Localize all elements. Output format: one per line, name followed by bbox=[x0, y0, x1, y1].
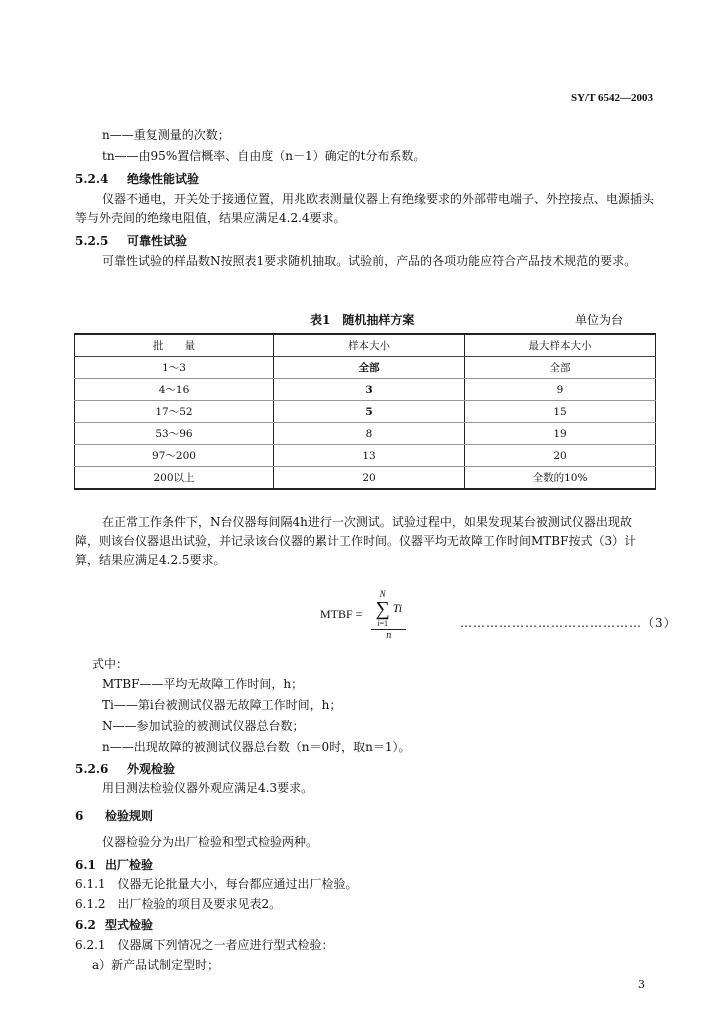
table-row bbox=[75, 401, 656, 423]
table-cell: 全数的10% bbox=[465, 467, 656, 490]
section-6-heading bbox=[75, 807, 153, 824]
table-cell: 15 bbox=[465, 401, 656, 423]
formula-leader: ……………………………………（3） bbox=[460, 616, 677, 630]
table-cell: 9 bbox=[465, 379, 656, 401]
section-5-2-6-paragraph: 用目测法检验仪器外观应满足4.3要求。 bbox=[102, 781, 314, 795]
table-row bbox=[75, 379, 656, 401]
table-cell: 8 bbox=[274, 423, 465, 445]
formula-numerator bbox=[371, 589, 406, 630]
clause-6-1-1: 6.1.1 仪器无论批量大小，每台都应通过出厂检验。 bbox=[75, 877, 358, 891]
header-cell: 最大样本大小 bbox=[465, 334, 656, 357]
mtbf-paragraph: 在正常工作条件下，N台仪器每间隔4h进行一次测试。试验过程中，如果发现某台被测试仪器出现故障，则该台仪器退出试验，并记录该台仪器的累计工作时间。仪器平均无故障工作时间MTBF按式（3）计算，结果应满足4.2.5要求。 bbox=[75, 515, 637, 567]
n-definition: n——重复测量的次数； bbox=[102, 128, 230, 142]
clause-6-2-1-a: a）新产品试制定型时； bbox=[92, 958, 220, 972]
cap-n-definition: N——参加试验的被测试仪器总台数； bbox=[102, 719, 305, 733]
where-label: 式中： bbox=[92, 657, 129, 671]
section-title: 外观检验 bbox=[127, 762, 176, 776]
header-cell: 批 量 bbox=[75, 334, 274, 357]
section-6-1-heading bbox=[75, 856, 153, 873]
clause-6-2-1: 6.2.1 仪器属下列情况之一者应进行型式检验： bbox=[75, 938, 334, 952]
header-cell: 样本大小 bbox=[274, 334, 465, 357]
table-cell: 19 bbox=[465, 423, 656, 445]
section-number: 6.2 bbox=[75, 918, 96, 932]
table-header-row bbox=[75, 334, 656, 357]
sampling-table bbox=[74, 333, 656, 490]
sum-symbol: ∑ bbox=[375, 598, 390, 620]
mtbf-formula bbox=[320, 589, 406, 641]
table-row bbox=[75, 467, 656, 490]
formula-number: （3） bbox=[642, 616, 677, 630]
formula-variable: Ti bbox=[392, 600, 403, 615]
table-cell: 20 bbox=[274, 467, 465, 490]
section-5-2-6-heading bbox=[75, 760, 175, 777]
table-cell: 4～16 bbox=[75, 379, 274, 401]
section-title: 可靠性试验 bbox=[127, 234, 188, 248]
table-cell: 全部 bbox=[274, 357, 465, 379]
section-6-2-heading bbox=[75, 916, 153, 933]
section-title: 检验规则 bbox=[105, 809, 154, 823]
clause-6-1-2: 6.1.2 出厂检验的项目及要求见表2。 bbox=[75, 897, 282, 911]
formula-denominator: n bbox=[386, 630, 392, 641]
table-unit: 单位为台 bbox=[575, 313, 624, 327]
table-cell: 17～52 bbox=[75, 401, 274, 423]
mtbf-definition: MTBF——平均无故障工作时间，h； bbox=[102, 677, 304, 691]
section-number: 5.2.5 bbox=[75, 234, 109, 248]
table-cell: 5 bbox=[274, 401, 465, 423]
section-number: 5.2.6 bbox=[75, 762, 109, 776]
table-cell: 200以上 bbox=[75, 467, 274, 490]
standard-header: SY/T 6542—2003 bbox=[570, 92, 653, 104]
section-5-2-5-paragraph: 可靠性试验的样品数N按照表1要求随机抽取。试验前，产品的各项功能应符合产品技术规范的要求。 bbox=[102, 254, 637, 268]
formula-lhs: MTBF = bbox=[320, 606, 363, 621]
table-caption: 表1 随机抽样方案 bbox=[310, 313, 415, 327]
table-cell: 3 bbox=[274, 379, 465, 401]
table-cell: 1～3 bbox=[75, 357, 274, 379]
section-5-2-4-paragraph: 仪器不通电，开关处于接通位置，用兆欧表测量仪器上有绝缘要求的外部带电端子、外控接点、电源插头等与外壳间的绝缘电阻值，结果应满足4.2.4要求。 bbox=[75, 192, 655, 225]
page-number: 3 bbox=[638, 978, 645, 991]
formula-fraction bbox=[371, 589, 406, 641]
t-definition: tn——由95%置信概率、自由度（n－1）确定的t分布系数。 bbox=[102, 149, 426, 163]
table-row bbox=[75, 423, 656, 445]
table-row bbox=[75, 445, 656, 467]
section-title: 绝缘性能试验 bbox=[127, 172, 200, 186]
ti-definition: Ti——第i台被测试仪器无故障工作时间，h； bbox=[102, 698, 342, 712]
section-title: 型式检验 bbox=[105, 918, 154, 932]
table-cell: 97～200 bbox=[75, 445, 274, 467]
table-row bbox=[75, 357, 656, 379]
small-n-definition: n——出现故障的被测试仪器总台数（n＝0时，取n＝1）。 bbox=[102, 740, 411, 754]
section-6-paragraph: 仪器检验分为出厂检验和型式检验两种。 bbox=[102, 835, 319, 849]
sum-upper: N bbox=[379, 589, 386, 599]
sum-lower: i=1 bbox=[377, 619, 388, 628]
section-number: 6 bbox=[75, 809, 84, 823]
table-cell: 13 bbox=[274, 445, 465, 467]
section-number: 5.2.4 bbox=[75, 172, 109, 186]
table-cell: 53～96 bbox=[75, 423, 274, 445]
section-title: 出厂检验 bbox=[105, 858, 154, 872]
table-cell: 20 bbox=[465, 445, 656, 467]
table-cell: 全部 bbox=[465, 357, 656, 379]
section-number: 6.1 bbox=[75, 858, 96, 872]
section-5-2-4-heading bbox=[75, 170, 199, 187]
section-5-2-5-heading bbox=[75, 232, 187, 249]
